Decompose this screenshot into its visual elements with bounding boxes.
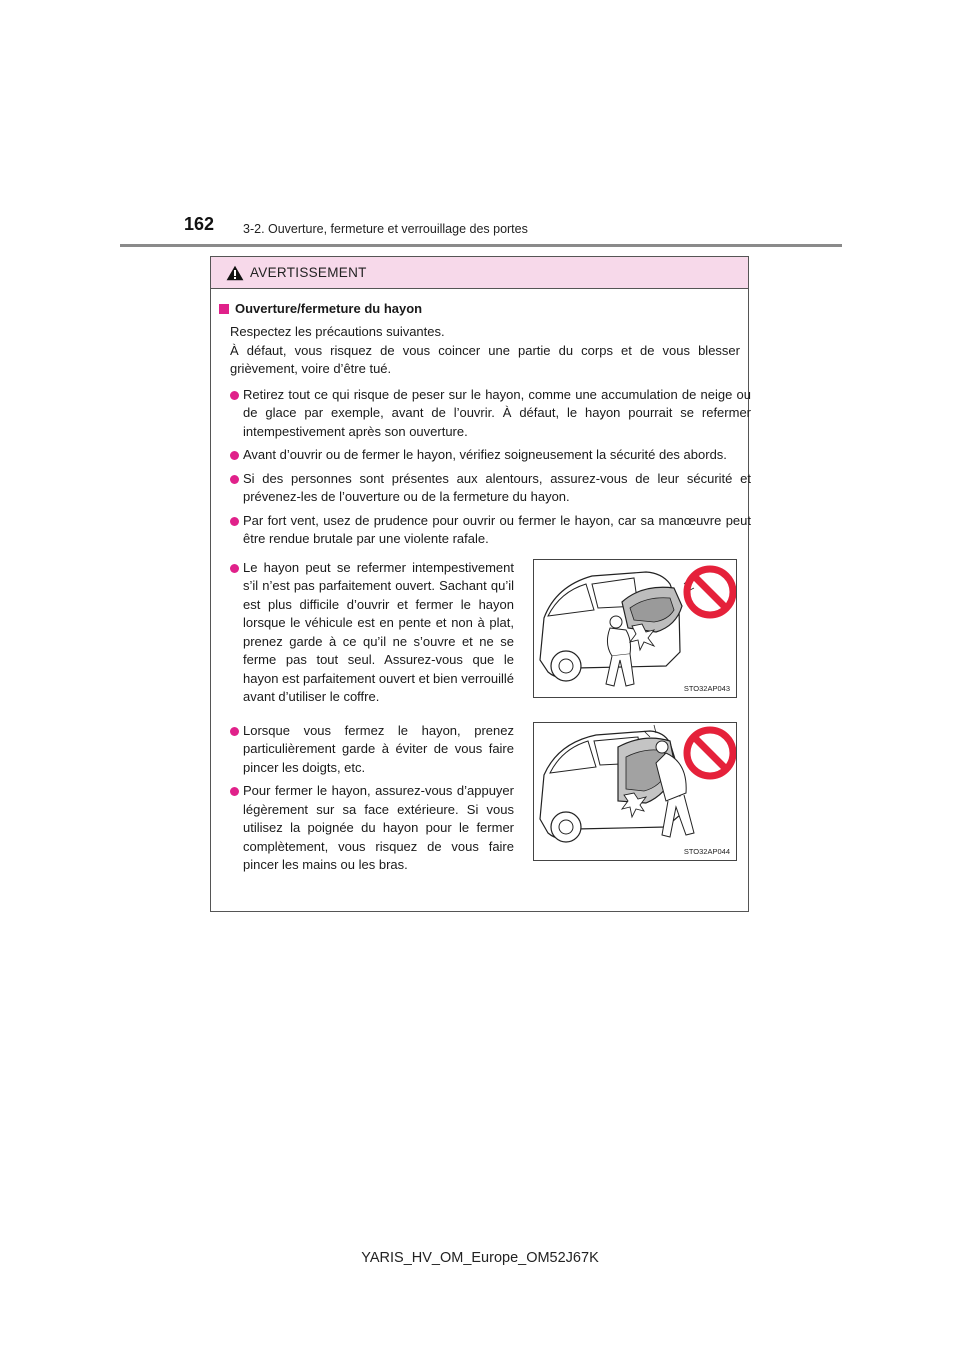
bullet-text: Retirez tout ce qui risque de peser sur le hayon, comme une accumulation de neige ou de glace par exemple, avant de l’ouvrir. À défaut, le hayon pourrait se refermer intempestivement après son ouverture. <box>243 386 751 439</box>
warning-label: AVERTISSEMENT <box>250 265 367 280</box>
bullet-item <box>219 559 514 707</box>
warning-header <box>211 257 748 289</box>
bullet-dot-icon <box>230 564 239 573</box>
bullet-dot-icon <box>230 451 239 460</box>
bullet-text: Avant d’ouvrir ou de fermer le hayon, vérifiez soigneusement la sécurité des abords. <box>243 447 727 462</box>
footer-doc-id: YARIS_HV_OM_Europe_OM52J67K <box>361 1250 599 1266</box>
bullet-item <box>219 470 751 507</box>
header-rule <box>120 244 842 247</box>
bullet-dot-icon <box>230 517 239 526</box>
bullet-item <box>219 722 514 778</box>
intro-paragraph: Respectez les précautions suivantes. À défaut, vous risquez de vous coincer une partie du corps et de vous blesser grièvement, voire d’être tué. <box>230 324 740 376</box>
page-number: 162 <box>184 214 215 234</box>
bullet-text: Le hayon peut se refermer intempestivement s’il n’est pas parfaitement ouvert. Sachant qu’il est plus difficile d’ouvrir et fermer le hayon lorsque le véhicule est en pente et non à plat, prenez garde à ce qu’il ne s’ouvre et ne se ferme pas tout seul. Assurez-vous que le hayon est parfaitement ouvert et bien verrouillé avant d’utiliser le coffre. <box>243 559 514 704</box>
bullet-item <box>219 782 514 875</box>
topic-title: Ouverture/fermeture du hayon <box>235 301 423 316</box>
car-tailgate-close-drawing <box>534 723 736 860</box>
car-tailgate-open-drawing <box>534 560 736 697</box>
bullet-item <box>219 512 751 549</box>
page-header <box>0 0 960 250</box>
figure-row-1 <box>219 559 740 712</box>
warning-body <box>211 289 751 880</box>
bullet-item <box>219 386 751 442</box>
bullet-dot-icon <box>230 727 239 736</box>
bullet-item <box>219 446 751 465</box>
bullet-text: Pour fermer le hayon, assurez-vous d’appuyer légèrement sur sa face extérieure. Si vous utilisez la poignée du hayon pour le fermer complètement, vous risquez de vous faire pincer les mains ou les bras. <box>243 783 514 872</box>
tailgate-opening-illustration <box>533 559 737 698</box>
figure-code: STO32AP043 <box>683 683 730 693</box>
bullet-dot-icon <box>230 391 239 400</box>
bullet-text: Par fort vent, usez de prudence pour ouvrir ou fermer le hayon, car sa manœuvre peut être rendue brutale par une violente rafale. <box>243 512 751 546</box>
intro-text <box>230 323 740 379</box>
figure-row-text <box>219 722 514 880</box>
figure-row-text <box>219 559 514 712</box>
bullet-dot-icon <box>230 787 239 796</box>
bullet-text: Si des personnes sont présentes aux alentours, assurez-vous de leur sécurité et prévenez-les de l’ouverture ou de la fermeture du hayon. <box>243 470 751 504</box>
bullet-dot-icon <box>230 475 239 484</box>
figure-row-2 <box>219 722 740 880</box>
figure-code: STO32AP044 <box>683 846 730 856</box>
bullet-text: Lorsque vous fermez le hayon, prenez particulièrement garde à éviter de vous faire pincer les doigts, etc. <box>243 722 514 775</box>
warning-box <box>210 256 749 912</box>
tailgate-closing-illustration <box>533 722 737 861</box>
topic-heading <box>219 301 740 316</box>
section-title: 3-2. Ouverture, fermeture et verrouillage des portes <box>243 222 528 236</box>
square-bullet-icon <box>219 304 229 314</box>
warning-triangle-icon <box>226 265 244 281</box>
